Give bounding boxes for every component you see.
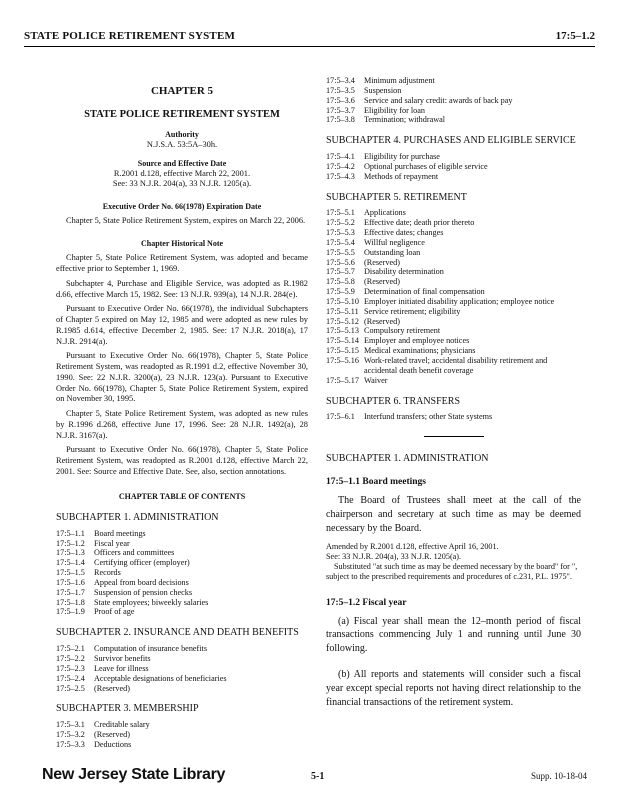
toc-entry-title: Proof of age (94, 607, 135, 617)
toc-subchapter-5: SUBCHAPTER 5. RETIREMENT (326, 191, 467, 203)
exec-order-text: Chapter 5, State Police Retirement System, expires on March 22, 2006. (66, 216, 306, 226)
toc-entry (56, 578, 308, 588)
toc-entry-number: 17:5–5.5 (326, 247, 355, 257)
toc-entry-number: 17:5–5.11 (326, 306, 359, 316)
source-line-2: See: 33 N.J.R. 204(a), 33 N.J.R. 1205(a). (112, 179, 252, 189)
toc-subchapter-3: SUBCHAPTER 3. MEMBERSHIP (56, 703, 199, 715)
toc-entry-title: Service and salary credit: awards of back pay (364, 95, 513, 105)
toc-entry-title: Employer initiated disability application; employee notice (364, 296, 555, 306)
toc-entry-number: 17:5–5.15 (326, 346, 359, 356)
historical-note-paragraph: Pursuant to Executive Order No. 66(1978), Chapter 5, State Police Retirement System, was readopted as R.2001 d.128, effective March 22, 2001. See: Source and Effective Date. See, also, section annotations. (56, 445, 308, 476)
toc-entry-title: (Reserved) (94, 729, 130, 739)
toc-entry-title: Eligibility for purchase (364, 152, 440, 162)
toc-entry (56, 720, 308, 730)
section-1-1-body: The Board of Trustees shall meet at the call of the chairperson and secretary at such time as may be deemed necessary by the Board. (326, 495, 581, 534)
toc-entry-number: 17:5–2.3 (56, 663, 85, 673)
toc-entry (326, 307, 581, 317)
toc-entry (326, 412, 581, 422)
toc-entry-number: 17:5–2.1 (56, 644, 85, 654)
toc-entry (326, 297, 581, 307)
toc-entry-number: 17:5–3.5 (326, 85, 355, 95)
source-line-1: R.2001 d.128, effective March 22, 2001. (113, 168, 251, 178)
toc-subchapter-2: SUBCHAPTER 2. INSURANCE AND DEATH BENEFITS (56, 627, 299, 639)
toc-entry-number: 17:5–1.7 (56, 587, 85, 597)
toc-entry-title: Eligibility for loan (364, 105, 425, 115)
toc-entry-number: 17:5–1.6 (56, 577, 85, 587)
toc-entry-number: 17:5–5.10 (326, 296, 359, 306)
toc-entry-number: 17:5–4.3 (326, 171, 355, 181)
toc-entry (326, 86, 581, 96)
toc-entry-number: 17:5–2.5 (56, 683, 85, 693)
toc-entry (326, 258, 581, 268)
toc-entry-title: Fiscal year (94, 538, 130, 548)
toc-entry-title: Computation of insurance benefits (94, 644, 208, 654)
toc-entry (56, 568, 308, 578)
toc-entry-number: 17:5–5.12 (326, 316, 359, 326)
page-number: 5-1 (311, 771, 325, 782)
chapter-number: CHAPTER 5 (150, 85, 214, 97)
toc-entry-title: (Reserved) (364, 277, 400, 287)
header-section: 17:5–1.2 (555, 30, 595, 42)
toc-entry (326, 287, 581, 297)
toc-entry (56, 558, 308, 568)
toc-entry-title: Deductions (94, 739, 132, 749)
toc-list-sub5 (326, 208, 581, 385)
authority-heading: Authority (165, 129, 199, 139)
toc-entry (56, 588, 308, 598)
authority-text: N.J.S.A. 53:5A–30h. (146, 139, 218, 149)
header-title: STATE POLICE RETIREMENT SYSTEM (24, 30, 236, 42)
toc-entry (56, 654, 308, 664)
toc-entry (326, 248, 581, 258)
section-1-2-b: (b) All reports and statements will consider such a fiscal year except special reports not having direct relationship to the financial transactions of the retirement system. (326, 669, 581, 708)
toc-entry-title: Compulsory retirement (364, 326, 441, 336)
toc-entry-title: Termination; withdrawal (364, 115, 446, 125)
toc-entry-number: 17:5–5.1 (326, 208, 355, 218)
toc-entry-number: 17:5–2.4 (56, 673, 85, 683)
toc-subchapter-1: SUBCHAPTER 1. ADMINISTRATION (56, 511, 219, 523)
toc-entry-title: Methods of repayment (364, 171, 439, 181)
toc-entry-title: Creditable salary (94, 720, 150, 730)
toc-entry-number: 17:5–1.1 (56, 528, 85, 538)
toc-entry-number: 17:5–4.1 (326, 152, 355, 162)
toc-entry-number: 17:5–5.3 (326, 228, 355, 238)
toc-entry-number: 17:5–3.8 (326, 115, 355, 125)
section-1-2-a: (a) Fiscal year shall mean the 12–month period of fiscal transactions commencing July 1 and running until June 30 following. (326, 615, 581, 655)
toc-entry (56, 539, 308, 549)
toc-entry-number: 17:5–2.2 (56, 653, 85, 663)
toc-entry (326, 115, 581, 125)
toc-entry-number: 17:5–1.2 (56, 538, 85, 548)
toc-entry (56, 684, 308, 694)
toc-entry (326, 336, 581, 346)
toc-entry-number: 17:5–5.2 (326, 218, 355, 228)
running-header (24, 30, 595, 47)
toc-entry (56, 548, 308, 558)
toc-entry (326, 228, 581, 238)
section-1-1-heading: 17:5–1.1 Board meetings (326, 476, 427, 487)
toc-entry-title: (Reserved) (364, 316, 400, 326)
toc-entry (326, 326, 581, 336)
toc-entry (56, 644, 308, 654)
toc-entry-title: Medical examinations; physicians (364, 346, 476, 356)
toc-entry-title: Suspension (364, 85, 402, 95)
chapter-title: STATE POLICE RETIREMENT SYSTEM (84, 109, 280, 121)
toc-entry (326, 76, 581, 86)
toc-entry-title: Records (94, 568, 121, 578)
toc-entry-number: 17:5–1.9 (56, 607, 85, 617)
supplement-date: Supp. 10-18-04 (531, 771, 587, 781)
section-1-1-amend-3: Substituted "at such time as may be deemed necessary by the board" for ", subject to the prescribed requirements and procedures of c.231, P.L. 1975". (326, 562, 578, 582)
toc-entry-title: Optional purchases of eligible service (364, 161, 488, 171)
toc-entry (56, 607, 308, 617)
toc-entry-number: 17:5–4.2 (326, 161, 355, 171)
section-1-1-amend-1: Amended by R.2001 d.128, effective April 16, 2001. (326, 541, 499, 551)
toc-entry-title: Effective date; death prior thereto (364, 218, 475, 228)
toc-entry-number: 17:5–1.4 (56, 558, 85, 568)
section-1-2-heading: 17:5–1.2 Fiscal year (326, 597, 407, 608)
toc-entry-number: 17:5–5.7 (326, 267, 355, 277)
toc-entry (326, 96, 581, 106)
toc-entry-number: 17:5–3.4 (326, 76, 355, 85)
toc-entry (326, 106, 581, 116)
toc-entry (326, 162, 581, 172)
toc-entry-number: 17:5–1.8 (56, 597, 85, 607)
toc-entry-number: 17:5–3.2 (56, 729, 85, 739)
historical-note-paragraph: Chapter 5, State Police Retirement System, was adopted and became effective prior to September 1, 1969. (56, 253, 308, 274)
toc-entry (326, 172, 581, 182)
toc-entry (326, 346, 581, 356)
toc-entry-title: Service retirement; eligibility (364, 306, 461, 316)
toc-entry (326, 208, 581, 218)
toc-entry (326, 376, 581, 386)
toc-entry-number: 17:5–5.13 (326, 326, 359, 336)
toc-entry-title: Board meetings (94, 528, 146, 538)
toc-list-sub6 (326, 412, 581, 422)
toc-entry-title: State employees; biweekly salaries (94, 597, 209, 607)
toc-entry (56, 664, 308, 674)
toc-entry-title: Determination of final compensation (364, 287, 485, 297)
toc-entry-number: 17:5–5.17 (326, 375, 359, 385)
toc-entry (56, 674, 308, 684)
toc-entry (56, 598, 308, 608)
toc-entry-title: Appeal from board decisions (94, 577, 189, 587)
toc-subchapter-6: SUBCHAPTER 6. TRANSFERS (326, 395, 461, 407)
toc-entry-number: 17:5–6.1 (326, 412, 355, 422)
toc-entry-number: 17:5–5.6 (326, 257, 355, 267)
right-column (326, 76, 581, 709)
toc-list-sub4 (326, 152, 581, 182)
library-stamp: New Jersey State Library (42, 766, 226, 783)
toc-entry (56, 730, 308, 740)
toc-entry-title: Suspension of pension checks (94, 587, 193, 597)
toc-subchapter-4: SUBCHAPTER 4. PURCHASES AND ELIGIBLE SERVICE (326, 135, 576, 147)
toc-entry-number: 17:5–3.3 (56, 739, 85, 749)
historical-note-paragraph: Pursuant to Executive Order No. 66(1978), Chapter 5, State Police Retirement System, was readopted as R.1991 d.2, effective November 30, 1990. See: 22 N.J.R. 3200(a), 23 N.J.R. 123(a). Pursuant to Executive Order No. 66(1978), Chapter 5, State Police Retirement System, expired on November 30, 1995. (56, 351, 308, 404)
toc-entry-number: 17:5–1.5 (56, 568, 85, 578)
toc-entry-title: Outstanding loan (364, 247, 421, 257)
toc-entry-title: Employer and employee notices (364, 336, 470, 346)
source-heading: Source and Effective Date (137, 158, 227, 168)
toc-entry-number: 17:5–5.14 (326, 336, 359, 346)
page-footer (24, 768, 595, 788)
toc-list-sub2 (56, 644, 308, 693)
toc-entry (56, 740, 308, 750)
toc-entry-title: Acceptable designations of beneficiaries (94, 673, 227, 683)
toc-entry-number: 17:5–5.16 (326, 356, 359, 365)
text-subchapter-1-heading: SUBCHAPTER 1. ADMINISTRATION (326, 453, 489, 465)
toc-entry-number: 17:5–3.6 (326, 95, 355, 105)
toc-entry-number: 17:5–5.8 (326, 277, 355, 287)
toc-entry (326, 152, 581, 162)
toc-list-sub3 (56, 720, 308, 750)
toc-entry-title: (Reserved) (364, 257, 400, 267)
divider-rule (424, 436, 484, 437)
toc-entry (56, 529, 308, 539)
toc-entry (326, 317, 581, 327)
toc-entry-title: Certifying officer (employer) (94, 558, 190, 568)
toc-entry-title: (Reserved) (94, 683, 130, 693)
toc-entry-title: Interfund transfers; other State systems (364, 412, 493, 422)
toc-entry-title: Survivor benefits (94, 653, 151, 663)
toc-entry-title: Disability determination (364, 267, 444, 277)
historical-note-paragraph: Pursuant to Executive Order No. 66(1978), the individual Subchapters of Chapter 5 expired on May 12, 1985 and were adopted as new rules by R.1985 d.614, effective December 2, 1985. See: 17 N.J.R. 2018(a), 17 N.J.R. 2914(a). (56, 304, 308, 346)
toc-entry (326, 277, 581, 287)
toc-entry-title: Waiver (364, 375, 388, 385)
toc-entry-number: 17:5–3.7 (326, 105, 355, 115)
historical-note-paragraph: Subchapter 4, Purchase and Eligible Service, was adopted as R.1982 d.66, effective March 15, 1982. See: 13 N.J.R. 939(a), 14 N.J.R. 284(e). (56, 278, 308, 299)
toc-entry (326, 218, 581, 228)
toc-entry-title: Leave for illness (94, 663, 149, 673)
left-column (56, 70, 308, 750)
toc-entry-title: Minimum adjustment (364, 76, 435, 85)
toc-entry-number: 17:5–5.9 (326, 287, 355, 297)
toc-list-sub3-cont (326, 76, 581, 125)
toc-entry (326, 356, 581, 376)
historical-note (56, 253, 308, 477)
toc-entry-title: Work-related travel; accidental disability retirement and accidental death benefit coverage (364, 356, 548, 375)
toc-entry (326, 267, 581, 277)
exec-order-heading: Executive Order No. 66(1978) Expiration Date (102, 202, 262, 212)
toc-entry-title: Officers and committees (94, 548, 175, 558)
toc-entry-number: 17:5–1.3 (56, 548, 85, 558)
toc-entry-number: 17:5–5.4 (326, 237, 355, 247)
toc-entry-title: Applications (364, 208, 406, 218)
historical-note-paragraph: Chapter 5, State Police Retirement System, was adopted as new rules by R.1996 d.268, effective June 17, 1996. See: 28 N.J.R. 1492(a), 28 N.J.R. 3167(a). (56, 409, 308, 440)
toc-heading: CHAPTER TABLE OF CONTENTS (118, 491, 246, 501)
toc-entry (326, 238, 581, 248)
toc-entry-number: 17:5–3.1 (56, 720, 85, 730)
section-1-1-amend-2: See: 33 N.J.R. 204(a), 33 N.J.R. 1205(a). (326, 551, 462, 561)
historical-note-heading: Chapter Historical Note (140, 239, 224, 249)
toc-entry-title: Willful negligence (364, 237, 425, 247)
toc-entry-title: Effective dates; changes (364, 228, 444, 238)
toc-list-sub1 (56, 529, 308, 618)
